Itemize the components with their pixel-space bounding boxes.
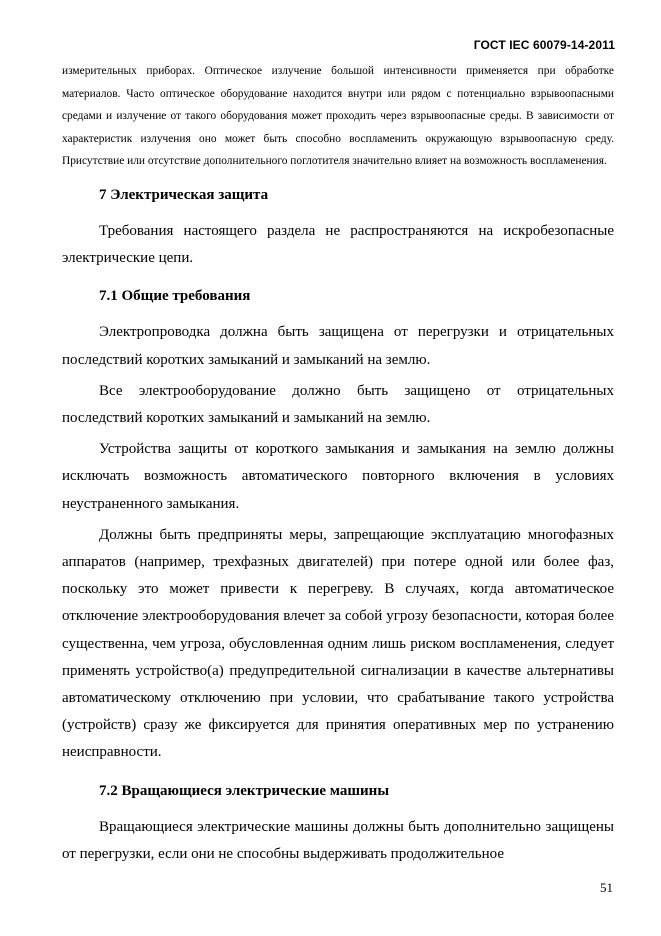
section-7-2-paragraph: Вращающиеся электрические машины должны быть дополнительно защищены от перегрузки, если они не способны выдерживать продолжительное bbox=[62, 818, 614, 862]
intro-paragraph: измерительных приборах. Оптическое излучение большой интенсивности применяется при обработке материалов. Часто оптическое оборудование находится внутри или рядом с потенциально взрывоопасными средами и излучение от такого оборудования может проходить через взрывоопасные среды. В зависимости от характеристик излучения оно может быть способно воспламенить окружающую взрывоопасную среду. Присутствие или отсутствие дополнительного поглотителя значительно влияет на возможность воспламенения. bbox=[62, 65, 614, 168]
section-7-1-paragraph-3: Устройства защиты от короткого замыкания и замыкания на землю должны исключать возможность автоматического повторного включения в условиях неустраненного замыкания. bbox=[62, 441, 614, 512]
page-content bbox=[62, 60, 614, 872]
page-number: 51 bbox=[600, 880, 613, 895]
section-7-heading: 7 Электрическая защита bbox=[99, 186, 269, 203]
section-7-2-heading: 7.2 Вращающиеся электрические машины bbox=[99, 782, 390, 799]
section-7-1-paragraph-1: Электропроводка должна быть защищена от перегрузки и отрицательных последствий коротких замыканий и замыканий на землю. bbox=[62, 324, 614, 368]
document-code-header: ГОСТ IEC 60079-14-2011 bbox=[473, 38, 615, 52]
section-7-1-heading: 7.1 Общие требования bbox=[99, 288, 251, 305]
section-7-1-paragraph-2: Все электрооборудование должно быть защищено от отрицательных последствий коротких замыканий и замыканий на землю. bbox=[62, 382, 614, 426]
section-7-paragraph: Требования настоящего раздела не распространяются на искробезопасные электрические цепи. bbox=[62, 222, 614, 267]
section-7-1-paragraph-4: Должны быть предприняты меры, запрещающие эксплуатацию многофазных аппаратов (например, трехфазных двигателей) при потере одной или более фаз, поскольку это может привести к перегреву. В случаях, когда автоматическое отключение электрооборудования влечет за собой угрозу безопасности, которая более существенна, чем угроза, обусловленная одним лишь риском воспламенения, следует применять устройство(а) предупредительной сигнализации в качестве альтернативы автоматическому отключению при условии, что срабатывание такого устройства (устройств) сразу же фиксируется для принятия оперативных мер по устранению неисправности. bbox=[62, 526, 614, 761]
